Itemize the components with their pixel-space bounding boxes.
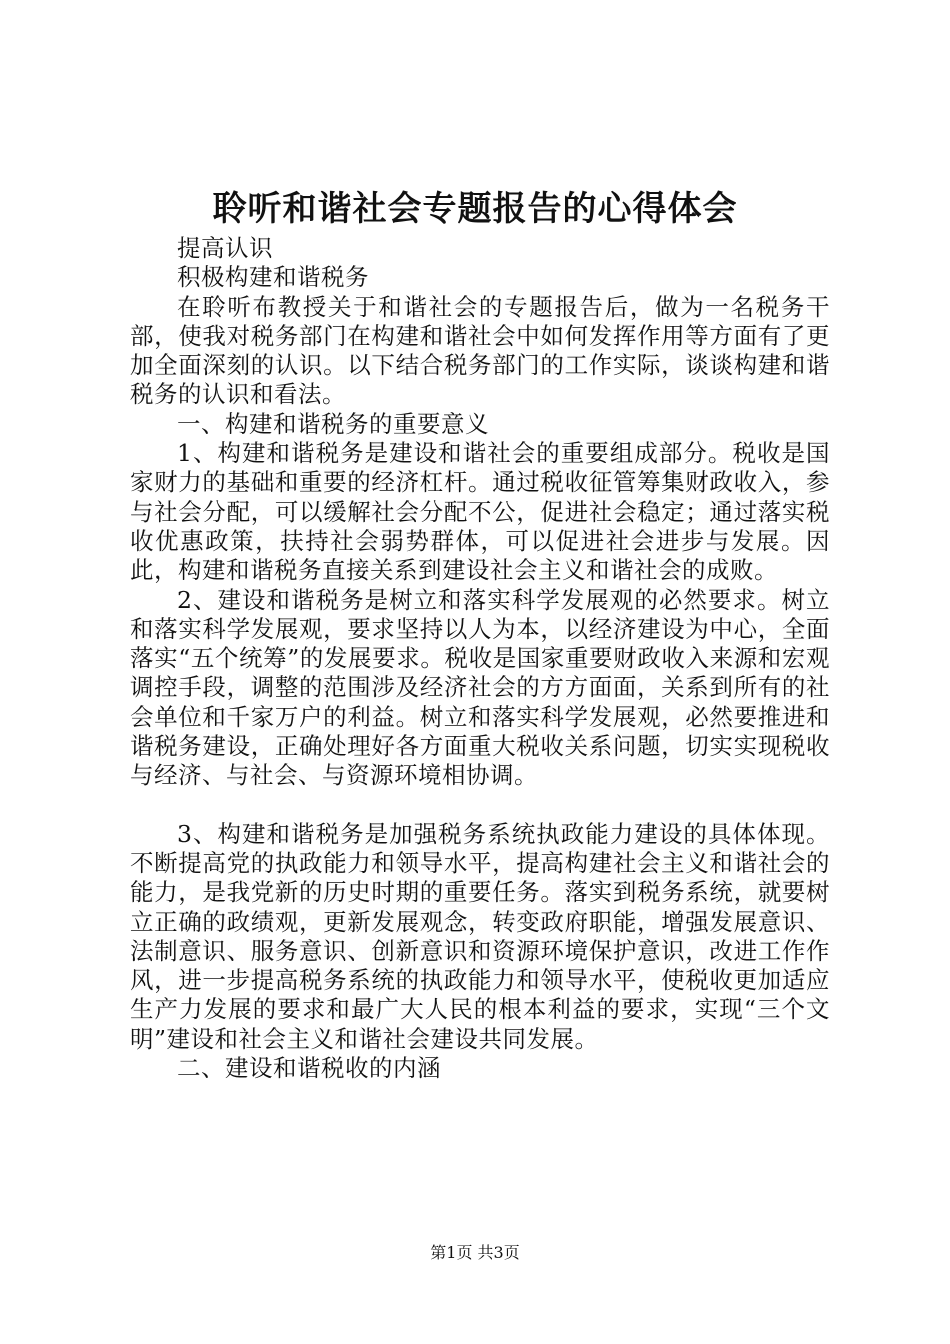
intro-paragraph: 在聆听布教授关于和谐社会的专题报告后，做为一名税务干部，使我对税务部门在构建和谐社会中如何发挥作用等方面有了更加全面深刻的认识。以下结合税务部门的工作实际，谈谈构建和谐税务的认识和看法。 bbox=[130, 292, 830, 409]
section-heading-significance: 一、构建和谐税务的重要意义 bbox=[177, 409, 489, 438]
paragraph-point-1: 1、构建和谐税务是建设和谐社会的重要组成部分。税收是国家财力的基础和重要的经济杠杆。通过税收征管筹集财政收入，参与社会分配，可以缓解社会分配不公，促进社会稳定；通过落实税收优惠政策，扶持社会弱势群体，可以促进社会进步与发展。因此，构建和谐税务直接关系到建设社会主义和谐社会的成败。 bbox=[130, 439, 830, 585]
subheading-raise-awareness: 提高认识 bbox=[177, 234, 273, 262]
subheading-build-harmonious-tax: 积极构建和谐税务 bbox=[177, 263, 369, 292]
page-footer: 第1页 共3页 bbox=[430, 1243, 520, 1262]
paragraph-point-2: 2、建设和谐税务是树立和落实科学发展观的必然要求。树立和落实科学发展观，要求坚持以人为本，以经济建设为中心，全面落实“五个统筹”的发展要求。税收是国家重要财政收入来源和宏观调控手段，调整的范围涉及经济社会的方方面面，关系到所有的社会单位和千家万户的利益。树立和落实科学发展观，必然要推进和谐税务建设，正确处理好各方面重大税收关系问题，切实实现税收与经济、与社会、与资源环境相协调。 bbox=[130, 585, 830, 790]
paragraph-point-3: 3、构建和谐税务是加强税务系统执政能力建设的具体体现。不断提高党的执政能力和领导水平，提高构建社会主义和谐社会的能力，是我党新的历史时期的重要任务。落实到税务系统，就要树立正确的政绩观，更新发展观念，转变政府职能，增强发展意识、法制意识、服务意识、创新意识和资源环境保护意识，改进工作作风，进一步提高税务系统的执政能力和领导水平，使税收更加适应生产力发展的要求和最广大人民的根本利益的要求，实现“三个文明”建设和社会主义和谐社会建设共同发展。 bbox=[130, 819, 830, 1053]
document-body bbox=[130, 234, 830, 1083]
document-title: 聆听和谐社会专题报告的心得体会 bbox=[212, 189, 738, 229]
section-heading-connotation: 二、建设和谐税收的内涵 bbox=[177, 1054, 441, 1083]
